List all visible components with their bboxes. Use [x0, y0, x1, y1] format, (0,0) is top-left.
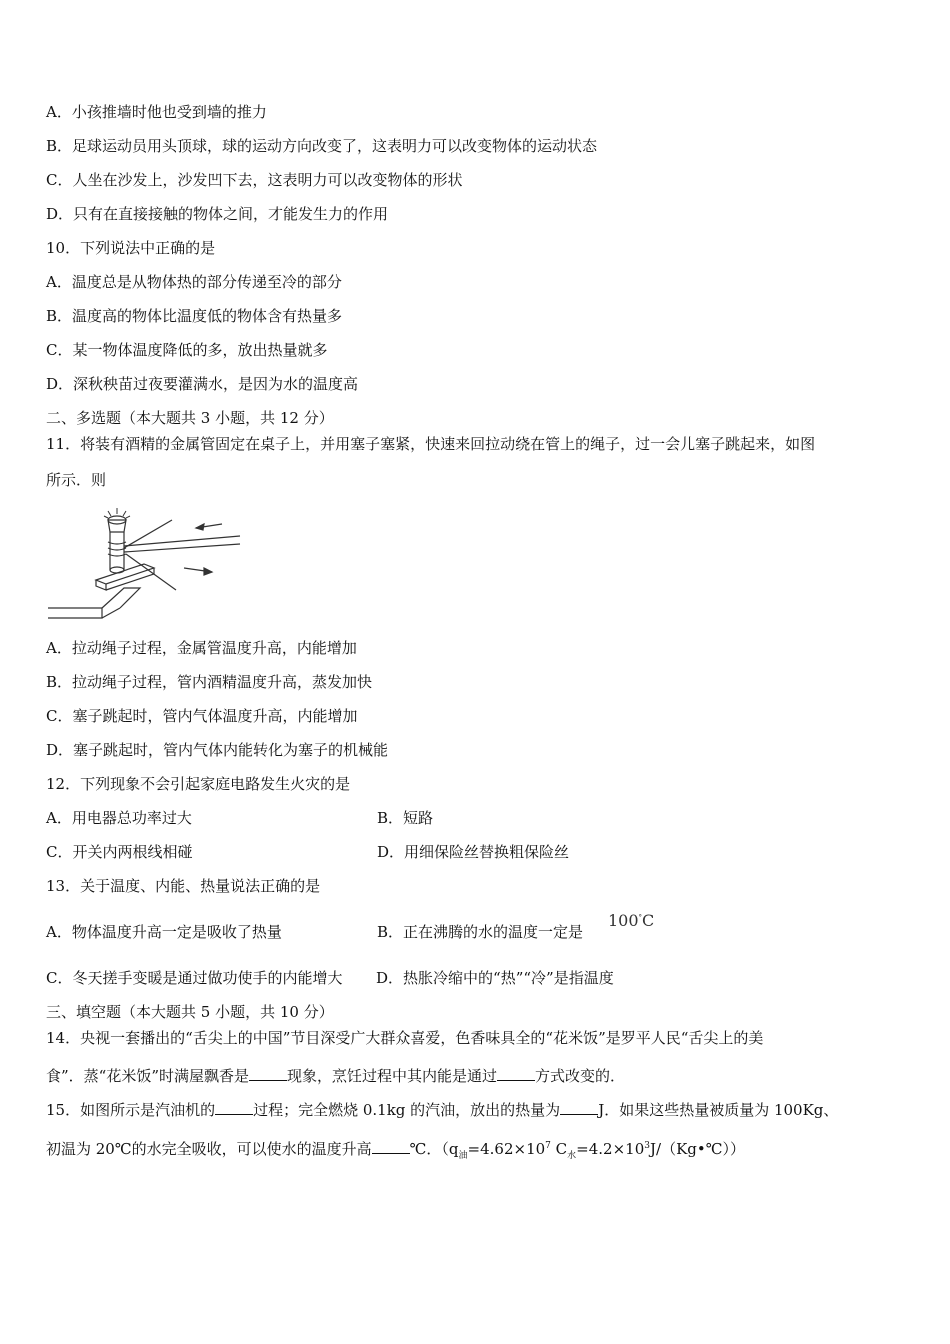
q14-text-b: 现象，烹饪过程中其内能是通过 — [287, 1067, 498, 1085]
q12-option-c: C．开关内两根线相碰 — [46, 843, 193, 861]
section-2-heading: 二、多选题（本大题共 3 小题，共 12 分） — [46, 409, 334, 427]
q15-text-e: ℃．（q — [409, 1140, 459, 1158]
q11-stem-line1: 11．将装有酒精的金属管固定在桌子上，并用塞子塞紧，快速来回拉动绕在管上的绳子，过一会儿塞子跳起来，如图 — [46, 435, 816, 453]
section-3-heading: 三、填空题（本大题共 5 小题，共 10 分） — [46, 1003, 334, 1021]
q14-blank-2[interactable] — [497, 1066, 535, 1081]
q9-option-a: A．小孩推墙时他也受到墙的推力 — [46, 103, 267, 121]
q11-option-d: D．塞子跳起时，管内气体内能转化为塞子的机械能 — [46, 741, 389, 759]
q11-option-a: A．拉动绳子过程，金属管温度升高，内能增加 — [46, 639, 357, 657]
q10-option-d: D．深秋秧苗过夜要灌满水，是因为水的温度高 — [46, 375, 359, 393]
q14-line2 — [46, 1066, 625, 1086]
q10-option-c: C．某一物体温度降低的多，放出热量就多 — [46, 341, 328, 359]
q10-option-b: B．温度高的物体比温度低的物体含有热量多 — [46, 307, 343, 325]
q13-stem: 13．关于温度、内能、热量说法正确的是 — [46, 877, 321, 895]
q11-option-b: B．拉动绳子过程，管内酒精温度升高，蒸发加快 — [46, 673, 373, 691]
q12-option-d: D．用细保险丝替换粗保险丝 — [377, 843, 570, 861]
q13-option-c: C．冬天搓手变暖是通过做功使手的内能增大 — [46, 969, 343, 987]
q15-sup-7: 7 — [545, 1141, 551, 1151]
q11-option-c: C．塞子跳起时，管内气体温度升高，内能增加 — [46, 707, 358, 725]
q15-blank-1[interactable] — [215, 1100, 253, 1115]
q12-option-b: B．短路 — [377, 809, 434, 827]
q15-line2 — [46, 1136, 745, 1166]
q13-temperature: 100°C — [608, 911, 655, 930]
q13-option-d: D．热胀冷缩中的“热”“冷”是指温度 — [376, 969, 614, 987]
q9-option-b: B．足球运动员用头顶球，球的运动方向改变了，这表明力可以改变物体的运动状态 — [46, 137, 598, 155]
q14-text-a: 食”．蒸“花米饭”时满屋飘香是 — [46, 1067, 250, 1085]
q12-option-a: A．用电器总功率过大 — [46, 809, 192, 827]
q15-sup-3: 3 — [644, 1141, 650, 1151]
q12-stem: 12．下列现象不会引起家庭电路发生火灾的是 — [46, 775, 351, 793]
q15-text-g: C — [550, 1140, 568, 1158]
q15-blank-3[interactable] — [372, 1139, 410, 1154]
q15-text-h: =4.2×10 — [576, 1140, 645, 1158]
q15-text-c: J．如果这些热量被质量为 100Kg、 — [598, 1101, 839, 1119]
q13-option-a: A．物体温度升高一定是吸收了热量 — [46, 923, 282, 941]
q15-line1 — [46, 1100, 838, 1120]
q14-line1: 14．央视一套播出的“舌尖上的中国”节目深受广大群众喜爱，色香味具全的“花米饭”是罗平人民“舌尖上的美 — [46, 1029, 764, 1047]
q15-blank-2[interactable] — [560, 1100, 598, 1115]
q13-option-b: B．正在沸腾的水的温度一定是 — [377, 923, 584, 941]
q15-text-a: 15．如图所示是汽油机的 — [46, 1101, 216, 1119]
q15-text-b: 过程；完全燃烧 0.1kg 的汽油，放出的热量为 — [253, 1101, 561, 1119]
q14-blank-1[interactable] — [249, 1066, 287, 1081]
q15-text-i: J/（Kg•℃）） — [650, 1140, 746, 1158]
metal-tube-figure — [44, 498, 244, 622]
q14-text-c: 方式改变的． — [535, 1067, 626, 1085]
q15-text-d: 初温为 20℃的水完全吸收，可以使水的温度升高 — [46, 1140, 372, 1158]
q10-option-a: A．温度总是从物体热的部分传递至冷的部分 — [46, 273, 342, 291]
q9-option-d: D．只有在直接接触的物体之间，才能发生力的作用 — [46, 205, 389, 223]
q9-option-c: C．人坐在沙发上，沙发凹下去，这表明力可以改变物体的形状 — [46, 171, 463, 189]
q15-sub-oil: 油 — [458, 1151, 468, 1161]
q15-sub-water: 水 — [567, 1151, 577, 1161]
q10-stem: 10．下列说法中正确的是 — [46, 239, 216, 257]
q11-stem-line2: 所示．则 — [46, 471, 107, 489]
q15-text-f: =4.62×10 — [467, 1140, 546, 1158]
